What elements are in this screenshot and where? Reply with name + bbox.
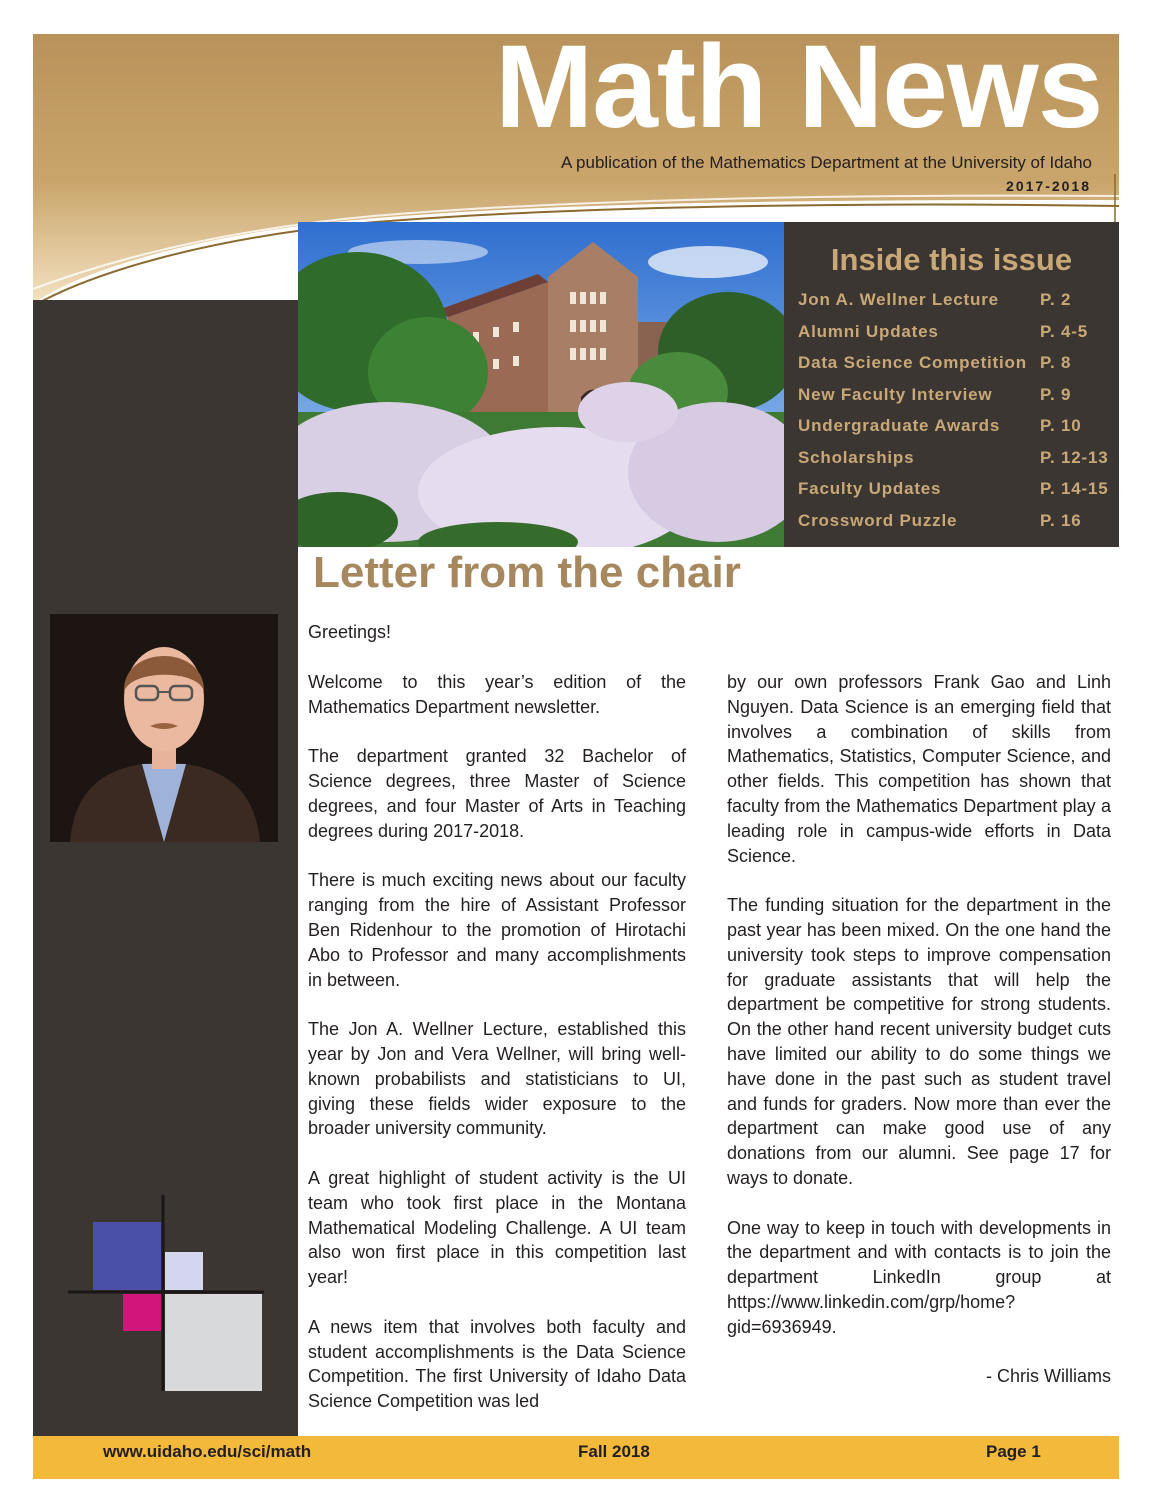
toc-item[interactable] [798,511,1116,543]
toc-item-page: P. 8 [1040,353,1072,372]
table-of-contents [798,290,1116,542]
toc-item-name: Crossword Puzzle [798,510,958,530]
paragraph: A news item that involves both faculty and student accomplishments is the Data Science Competition. The first University of Idaho Data Science Competition was led [308,1316,686,1412]
toc-item-page: P. 2 [1040,290,1072,309]
paragraph: The funding situation for the department in the past year has been mixed. On the one hand the university took steps to improve compensation for graduate assistants that will help the department be competitive for strong students. On the other hand recent university budget cuts have limited our ability to do some things we have done in the past such as student travel and funds for graders. Now more than ever the department can make good use of any donations from our alumni. See page 17 for ways to donate. [727,895,1111,1188]
footer-issue: Fall 2018 [578,1442,650,1461]
paragraph: Welcome to this year’s edition of the Mathematics Department newsletter. [308,672,686,717]
toc-item-name: Faculty Updates [798,479,942,498]
paragraph: There is much exciting news about our faculty ranging from the hire of Assistant Professor Ben Ridenhour to the promotion of Hirotachi Abo to Professor and many accomplishments in between. [308,870,686,990]
toc-item[interactable] [798,416,1116,448]
letter-column-2 [727,670,1111,1414]
toc-item-name: Jon A. Wellner Lecture [798,290,999,309]
chair-portrait [50,614,278,842]
toc-item-page: P. 4-5 [1040,321,1088,341]
paragraph: by our own professors Frank Gao and Linh Nguyen. Data Science is an emerging field that involves a combination of skills from Mathematics, Statistics, Computer Science, and other fields. This competition has shown that faculty from the Mathematics Department play a leading role in campus-wide efforts in Data Science. [727,672,1111,866]
masthead-subtitle: A publication of the Mathematics Department at the University of Idaho [560,153,1092,172]
inside-title: Inside this issue [830,242,1073,277]
toc-item-page: P. 16 [1040,510,1082,530]
toc-item-page: P. 9 [1040,384,1072,404]
paragraph: One way to keep in touch with developments in the department and with contacts is to join the department LinkedIn group at https://www.linkedin.com/grp/home?gid=6936949. [727,1217,1111,1337]
campus-photo [298,222,784,547]
toc-item-name: Scholarships [798,447,915,467]
footer-url[interactable]: www.uidaho.edu/sci/math [103,1442,312,1461]
letter-column-1 [308,670,686,1439]
letter-greeting: Greetings! [308,622,392,642]
toc-item[interactable] [798,322,1116,354]
toc-item-name: Data Science Competition [798,353,1027,372]
footer-page: Page 1 [986,1442,1041,1461]
signature: - Chris Williams [986,1366,1111,1387]
footer-bar [33,1436,1119,1479]
toc-item-page: P. 10 [1040,416,1082,435]
toc-item-name: Undergraduate Awards [798,416,1001,435]
toc-item-page: P. 14-15 [1040,479,1109,498]
decorative-squares [68,1195,268,1395]
inside-this-issue-box [784,222,1119,547]
paragraph: The Jon A. Wellner Lecture, established this year by Jon and Vera Wellner, will bring well-known probabilists and statisticians to UI, giving these fields wider exposure to the broader university community. [308,1019,686,1139]
toc-item[interactable] [798,385,1116,417]
toc-item[interactable] [798,353,1116,385]
letter-title: Letter from the chair [313,548,741,597]
toc-item-name: Alumni Updates [798,321,939,341]
paragraph: The department granted 32 Bachelor of Science degrees, three Master of Science degrees, and four Master of Arts in Teaching degrees during 2017-2018. [308,746,686,841]
toc-item[interactable] [798,290,1116,322]
toc-item-page: P. 12-13 [1040,447,1109,467]
masthead-title: Math News [495,21,1103,153]
toc-item[interactable] [798,479,1116,511]
toc-item[interactable] [798,448,1116,480]
toc-item-name: New Faculty Interview [798,384,993,404]
issue-year: 2017-2018 [1006,178,1091,194]
paragraph: A great highlight of student activity is the UI team who took first place in the Montana Mathematical Modeling Challenge. A UI team also won first place in this competition last year! [308,1167,686,1288]
